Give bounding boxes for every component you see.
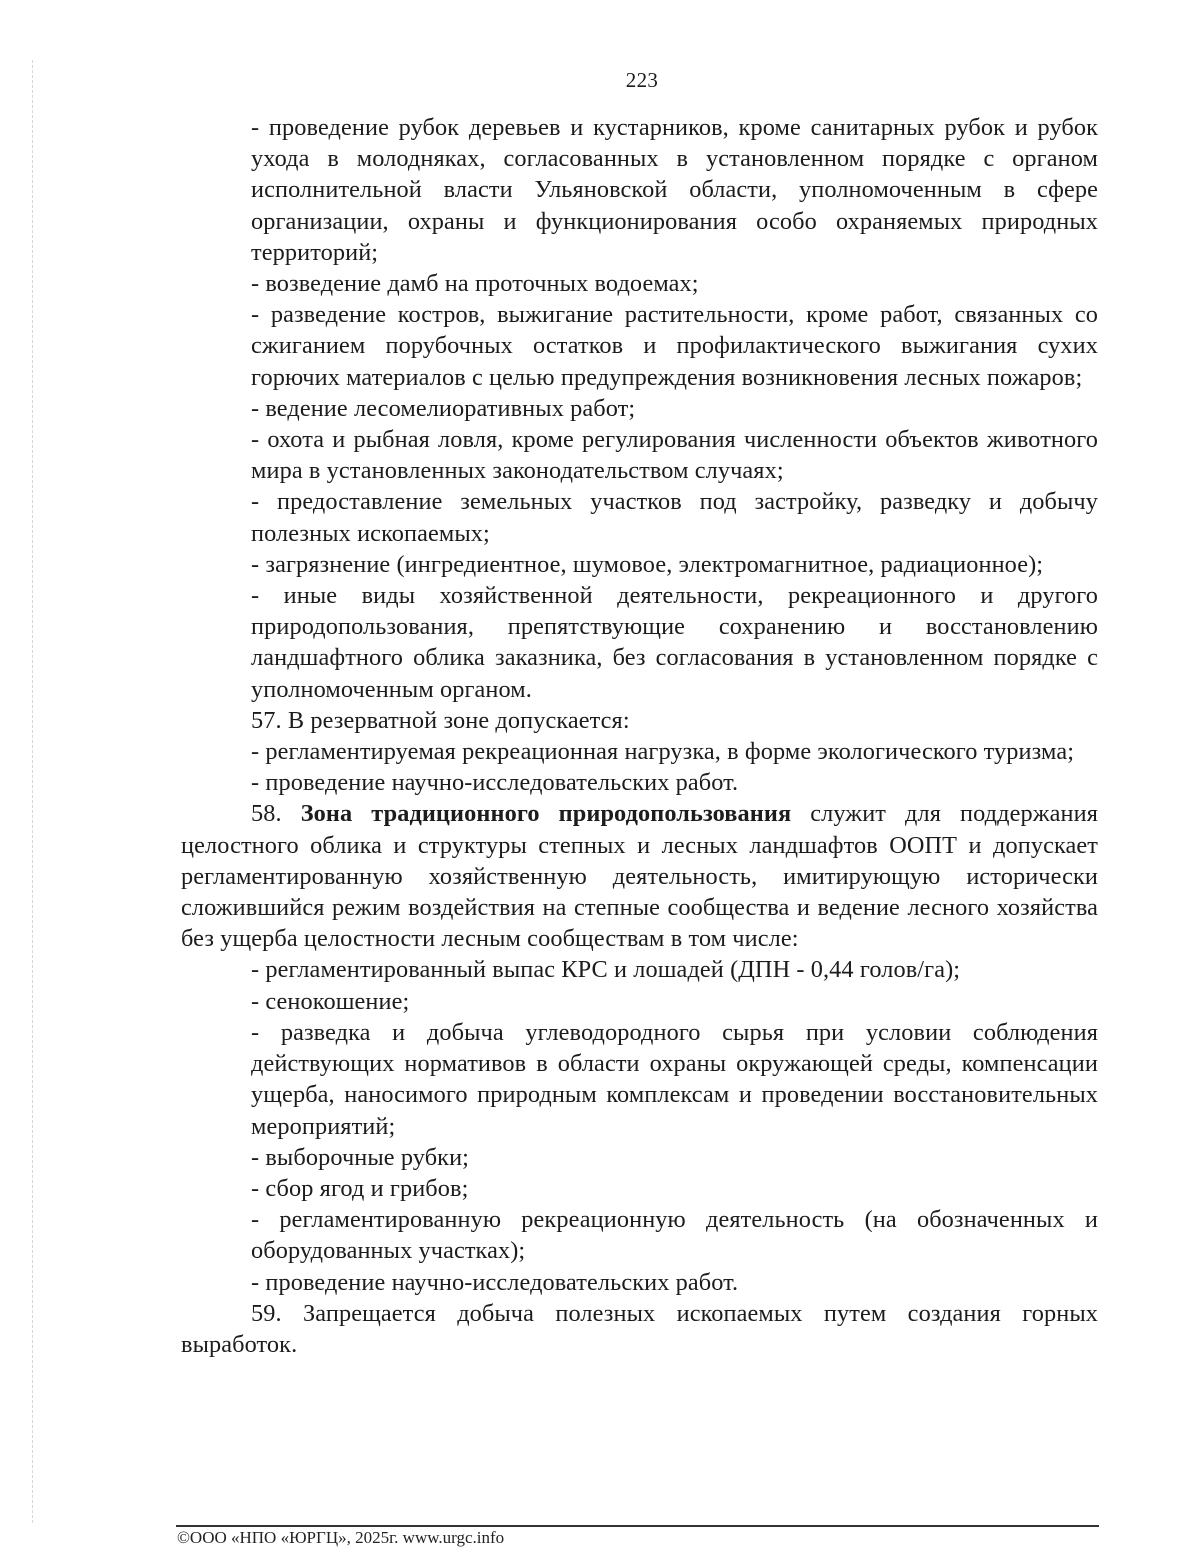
traditional-use-zone-list	[181, 954, 1098, 1297]
list-item: - предоставление земельных участков под застройку, разведку и добычу полезных ископаемых;	[251, 488, 1098, 547]
page-number: 223	[625, 68, 659, 92]
list-item: - выборочные рубки;	[251, 1143, 470, 1171]
reserve-zone-allowed-list	[181, 736, 1098, 798]
paragraph-59: 59. Запрещается добыча полезных ископаемых путем создания горных выработок.	[181, 1299, 1098, 1358]
footer-copyright: ©ООО «НПО «ЮРГЦ», 2025г. www.urgc.info	[177, 1528, 505, 1547]
list-item: - иные виды хозяйственной деятельности, рекреационного и другого природопользования, препятствующие сохранению и восстановлению ландшафтного облика заказника, без согласования в установленном порядке с уполномоченным органом.	[251, 582, 1098, 703]
paragraph-58	[181, 798, 1098, 954]
list-item: - проведение научно-исследовательских работ.	[251, 769, 739, 797]
list-item: - разведение костров, выжигание растительности, кроме работ, связанных со сжиганием порубочных остатков и профилактического выжигания сухих горючих материалов с целью предупреждения возникновения лесных пожаров;	[251, 301, 1098, 391]
prohibited-activities-list	[181, 112, 1098, 705]
list-item: - охота и рыбная ловля, кроме регулирования численности объектов животного мира в установленных законодательством случаях;	[251, 426, 1098, 485]
footer-divider	[176, 1525, 1099, 1527]
list-item: - разведка и добыча углеводородного сырья при условии соблюдения действующих нормативов в области охраны окружающей среды, компенсации ущерба, наносимого природным комплексам и проведении восстановительных мероприятий;	[251, 1018, 1098, 1140]
document-body	[181, 112, 1098, 1360]
list-item: - регламентируемая рекреационная нагрузка, в форме экологического туризма;	[251, 738, 1075, 766]
paragraph-57: 57. В резерватной зоне допускается:	[251, 706, 630, 734]
paragraph-58-text: служит для поддержания целостного облика и структуры степных и лесных ландшафтов ООПТ и допускает регламентированную хозяйственную деятельность, имитирующую исторически сложившийся режим воздействия на степные сообщества и ведение лесного хозяйства без ущерба целостности лесным сообществам в том числе:	[181, 800, 1098, 953]
scan-edge-line	[32, 60, 33, 1523]
list-item: - возведение дамб на проточных водоемах;	[251, 270, 699, 298]
list-item: - регламентированный выпас КРС и лошадей (ДПН - 0,44 голов/га);	[251, 956, 961, 984]
list-item: - сенокошение;	[251, 987, 410, 1015]
list-item: - сбор ягод и грибов;	[251, 1174, 469, 1202]
paragraph-58-heading: Зона традиционного природопользования	[300, 800, 792, 828]
paragraph-58-number: 58.	[251, 800, 282, 828]
list-item: - проведение рубок деревьев и кустарников, кроме санитарных рубок и рубок ухода в молодняках, согласованных в установленном порядке с органом исполнительной власти Ульяновской области, уполномоченным в сфере организации, охраны и функционирования особо охраняемых природных территорий;	[251, 114, 1098, 266]
list-item: - проведение научно-исследовательских работ.	[251, 1268, 739, 1296]
list-item: - регламентированную рекреационную деятельность (на обозначенных и оборудованных участках);	[251, 1206, 1098, 1265]
list-item: - ведение лесомелиоративных работ;	[251, 394, 636, 422]
list-item: - загрязнение (ингредиентное, шумовое, электромагнитное, радиационное);	[251, 550, 1044, 578]
